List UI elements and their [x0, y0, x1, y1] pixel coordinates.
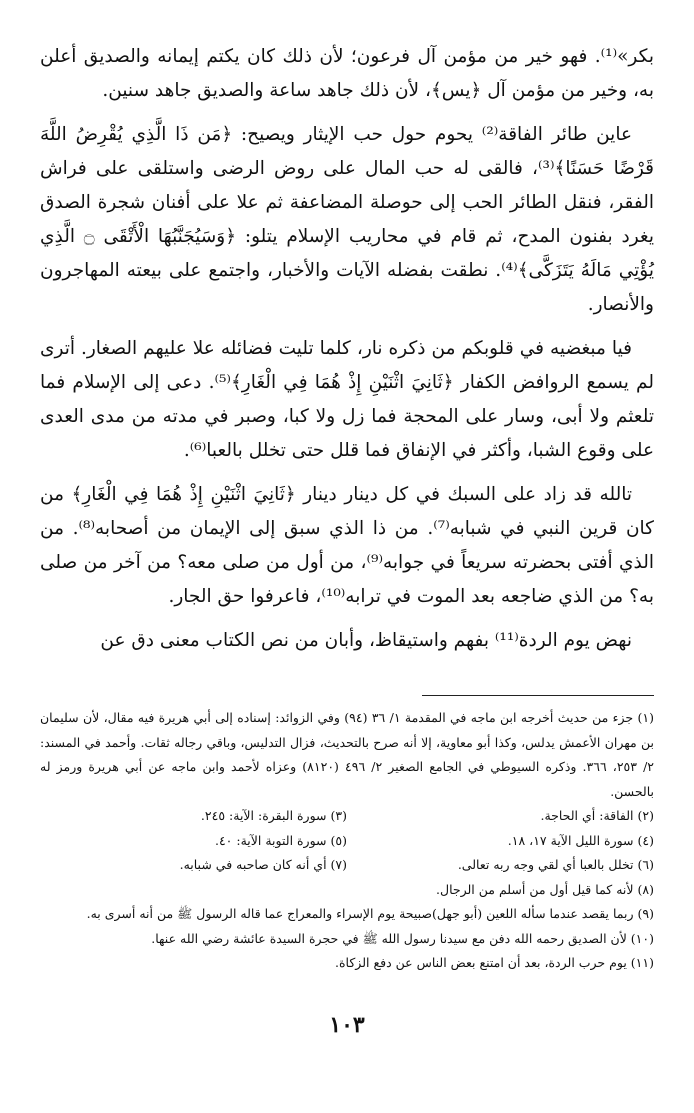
- footnote-6: (٦) تخلل بالعبا أي لقي وجه ربه تعالى.: [457, 857, 654, 872]
- footnote-divider: [422, 695, 654, 696]
- footnote-10: (١٠) لأن الصديق رحمه الله دفن مع سيدنا رسول الله ﷺ في حجرة السيدة عائشة رضي الله عنها.: [151, 930, 654, 946]
- footnote-7: (٧) أي أنه كان صاحبه في شبابه.: [179, 857, 347, 872]
- page-number: ١٠٣: [329, 1012, 365, 1038]
- main-text: [40, 40, 654, 658]
- footnote-8: (٨) لأنه كما قيل أول من أسلم من الرجال.: [436, 881, 654, 897]
- footnote-row: [40, 853, 654, 878]
- paragraph-3: فيا مبغضيه في قلوبكم من ذكره نار، كلما تليت فضائله علا عليهم الصغار. أترى لم يسمع الروافض الكفار ﴿ثَانِيَ اثْنَيْنِ إِذْ هُمَا فِي الْغَارِ﴾⁽⁵⁾. دعى إلى الإسلام فما تلعثم ولا أبى، وسار على المحجة فما زل ولا كبا، وصبر في مدته من مدى العدى على وقوع الشبا، وأكثر في الإنفاق فما قلل حتى تخلل بالعبا⁽⁶⁾.: [40, 338, 655, 461]
- footnote-2: (٢) الفاقة: أي الحاجة.: [540, 808, 654, 823]
- paragraph-4: تالله قد زاد على السبك في كل دينار دينار ﴿ثَانِيَ اثْنَيْنِ إِذْ هُمَا فِي الْغَارِ﴾ من كان قرين النبي في شبابه⁽⁷⁾. من ذا الذي سبق إلى الإيمان من أصحابه⁽⁸⁾. من الذي أفتى بحضرته سريعاً في جوابه⁽⁹⁾، من أول من صلى معه؟ من آخر من صلى به؟ من الذي ضاجعه بعد الموت في ترابه⁽¹⁰⁾، فاعرفوا حق الجار.: [40, 484, 654, 607]
- footnote-5: (٥) سورة التوبة الآية: ٤٠.: [214, 832, 347, 848]
- paragraph-1: بكر»⁽¹⁾. فهو خير من مؤمن آل فرعون؛ لأن ذلك كان يكتم إيمانه والصديق أعلن به، وخير من مؤمن آل ﴿يس﴾، لأن ذلك جاهد ساعة والصديق جاهد سنين.: [40, 46, 654, 101]
- footnote-row: [40, 804, 654, 829]
- footnote-4: (٤) سورة الليل الآية ١٧، ١٨.: [507, 832, 654, 848]
- footnote-row: [40, 829, 654, 854]
- footnotes: [40, 706, 654, 976]
- paragraph-2: عاين طائر الفاقة⁽²⁾ يحوم حول حب الإيثار ويصيح: ﴿مَن ذَا الَّذِي يُقْرِضُ اللَّهَ قَرْضًا حَسَنًا﴾⁽³⁾، فالقى له حب المال على روض الرضى واستلقى على فراش الفقر، فنقل الطائر الحب إلى حوصلة المضاعفة ثم علا على أفنان شجرة الصدق يغرد بفنون المدح، ثم قام في محاريب الإسلام يتلو: ﴿وَسَيُجَنَّبُهَا الْأَتْقَى ۝ الَّذِي يُؤْتِي مَالَهُ يَتَزَكَّى﴾⁽⁴⁾. نطقت بفضله الآيات والأخبار، واجتمع على بيعته المهاجرون والأنصار.: [40, 124, 655, 315]
- footnote-3: (٣) سورة البقرة: الآية: ٢٤٥.: [200, 808, 347, 823]
- footnote-1: (١) جزء من حديث أخرجه ابن ماجه في المقدمة ١/ ٣٦ (٩٤) وفي الزوائد: إسناده إلى أبي هريرة فيه مقال، لأن سليمان بن مهران الأعمش يدلس، وكذا أبو معاوية، إلا أنه صرح بالتحديث، فزال التدليس، وباقي رجاله ثقات. وأحمد في المسند: ٢/ ٢٥٣، ٣٦٦. وذكره السيوطي في الجامع الصغير ٢/ ٤٩٦ (٨١٢٠) وعزاه لأحمد وابن ماجه عن أبي هريرة ورمز له بالحسن.: [40, 710, 654, 799]
- footnote-11: (١١) يوم حرب الردة، بعد أن امتنع بعض الناس عن دفع الزكاة.: [335, 955, 654, 970]
- paragraph-5: نهض يوم الردة⁽¹¹⁾ بفهم واستيقاظ، وأبان من نص الكتاب معنى دق عن: [100, 630, 632, 651]
- footnote-9: (٩) ربما يقصد عندما سأله اللعين (أبو جهل)صبيحة يوم الإسراء والمعراج عما قاله الرسول ﷺ من أنه أسرى به.: [86, 906, 654, 921]
